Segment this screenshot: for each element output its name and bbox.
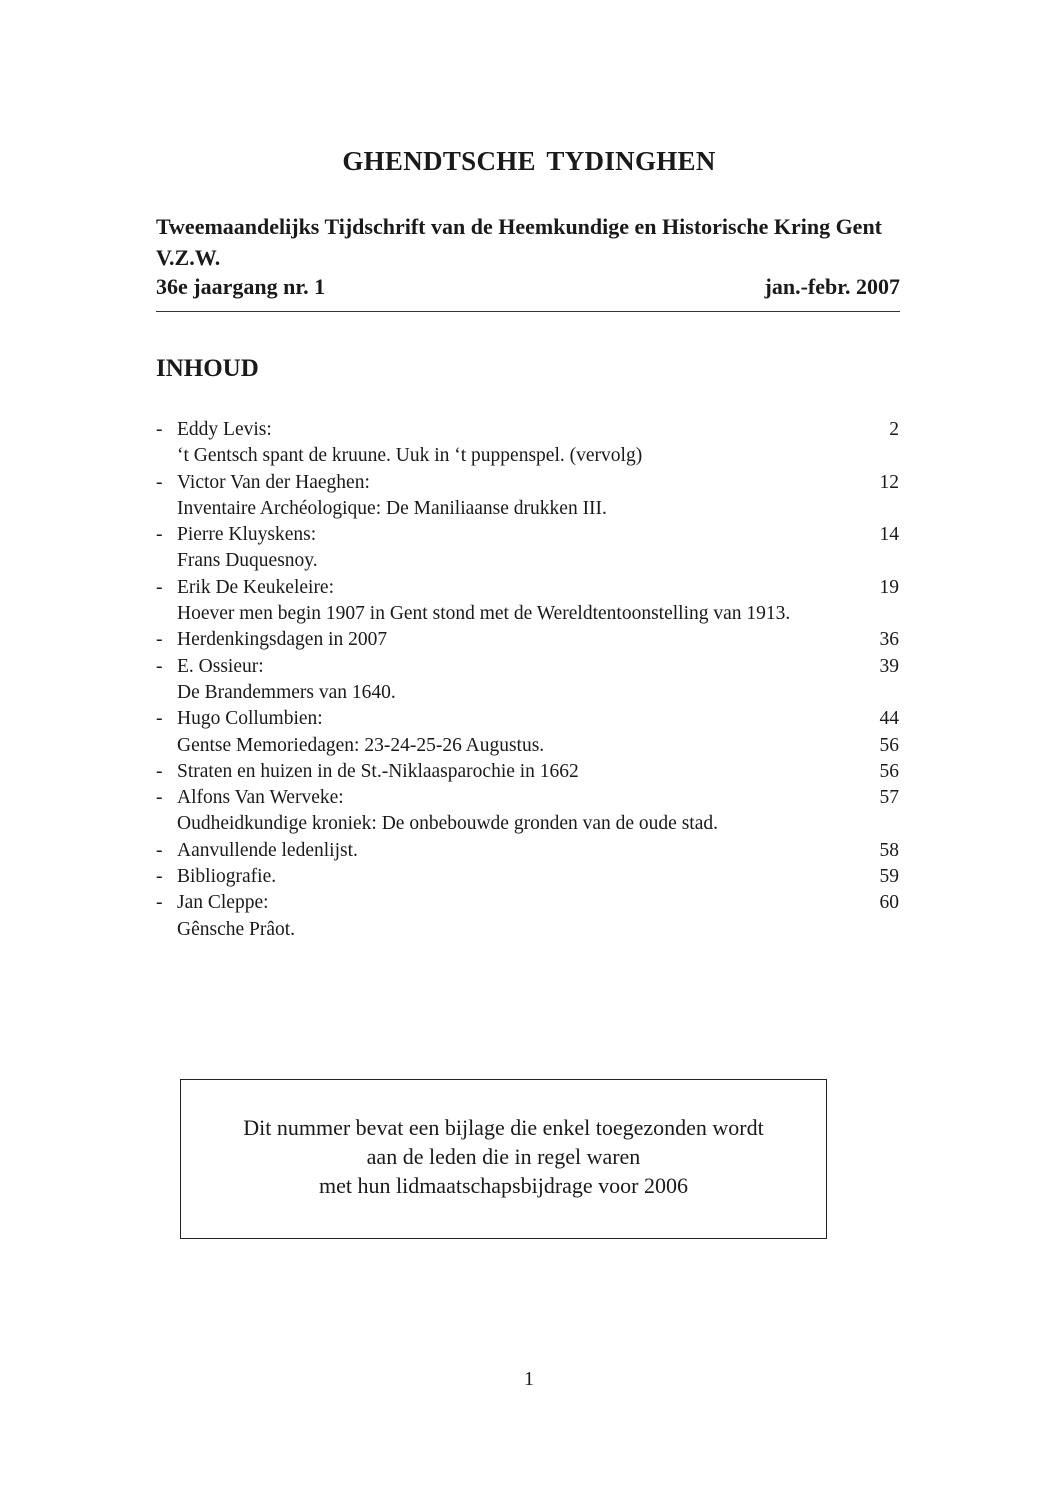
toc-row	[156, 759, 899, 785]
toc-entry: Herdenkingsdagen in 2007	[177, 629, 388, 651]
toc-row	[156, 522, 899, 548]
toc-entry: Inventaire Archéologique: De Maniliaanse drukken III.	[177, 497, 607, 519]
toc-dash: -	[156, 892, 163, 914]
toc-page-number: 58	[879, 839, 899, 861]
supplement-notice-box	[180, 1079, 827, 1239]
toc-row	[156, 838, 899, 864]
toc-page-number: 19	[879, 576, 899, 598]
toc-row	[156, 470, 899, 496]
toc-row	[156, 917, 899, 943]
toc-dash: -	[156, 839, 163, 861]
toc-entry: Gênsche Prâot.	[177, 918, 296, 940]
toc-dash: -	[156, 708, 163, 730]
toc-row	[156, 890, 899, 916]
issue-date: jan.-febr. 2007	[764, 274, 900, 299]
toc-page-number: 57	[879, 787, 899, 809]
toc-dash: -	[156, 866, 163, 888]
header-divider	[156, 311, 900, 312]
toc-row	[156, 680, 899, 706]
toc-dash: -	[156, 419, 163, 440]
toc-row	[156, 575, 899, 601]
toc-row	[156, 706, 899, 732]
toc-page-number: 2	[889, 419, 899, 440]
toc-page-number: 56	[879, 734, 899, 756]
toc-row	[156, 785, 899, 811]
page-number: 1	[524, 1368, 534, 1390]
toc-row	[156, 811, 899, 837]
volume-number: 36e jaargang nr. 1	[156, 274, 326, 299]
toc-row	[156, 654, 899, 680]
toc-row	[156, 548, 899, 574]
toc-page-number: 60	[879, 892, 899, 914]
toc-row	[156, 601, 899, 627]
toc-entry: Oudheidkundige kroniek: De onbebouwde gronden van de oude stad.	[177, 813, 718, 835]
toc-entry: ‘t Gentsch spant de kruune. Uuk in ‘t puppenspel. (vervolg)	[177, 445, 643, 467]
toc-entry: Hoever men begin 1907 in Gent stond met de Wereldtentoonstelling van 1913.	[177, 603, 791, 625]
toc-entry: Pierre Kluyskens:	[177, 524, 317, 546]
toc-entry: Frans Duquesnoy.	[177, 550, 318, 572]
table-of-contents	[156, 417, 899, 943]
notice-line: Dit nummer bevat een bijlage die enkel toegezonden wordt	[243, 1115, 764, 1140]
notice-line: aan de leden die in regel waren	[366, 1144, 641, 1169]
toc-page-number: 12	[879, 471, 899, 493]
toc-page-number: 44	[879, 708, 899, 730]
toc-page-number: 14	[879, 524, 899, 546]
toc-row	[156, 627, 899, 653]
toc-page-number: 59	[879, 866, 899, 888]
toc-dash: -	[156, 655, 163, 677]
journal-title: GHENDTSCHE TYDINGHEN	[342, 146, 716, 176]
toc-entry: De Brandemmers van 1640.	[177, 681, 396, 703]
toc-entry: Jan Cleppe:	[177, 892, 269, 914]
journal-subtitle: Tweemaandelijks Tijdschrift van de Heemkundige en Historische Kring Gent V.Z.W.	[156, 214, 883, 270]
toc-entry: Erik De Keukeleire:	[177, 576, 335, 598]
notice-line: met hun lidmaatschapsbijdrage voor 2006	[318, 1173, 689, 1198]
toc-dash: -	[156, 524, 163, 546]
toc-entry: Hugo Collumbien:	[177, 708, 323, 730]
contents-heading: INHOUD	[156, 355, 259, 382]
toc-entry: Alfons Van Werveke:	[177, 787, 344, 809]
toc-row	[156, 443, 899, 469]
supplement-notice	[181, 1113, 826, 1200]
toc-row	[156, 733, 899, 759]
toc-entry: Aanvullende ledenlijst.	[177, 839, 358, 861]
toc-row	[156, 864, 899, 890]
toc-dash: -	[156, 787, 163, 809]
toc-page-number: 36	[879, 629, 899, 651]
toc-entry: Victor Van der Haeghen:	[177, 471, 370, 493]
toc-entry: Eddy Levis:	[177, 419, 272, 440]
toc-entry: Straten en huizen in de St.-Niklaasparochie in 1662	[177, 760, 579, 782]
toc-entry: Gentse Memoriedagen: 23-24-25-26 Augustus.	[177, 734, 545, 756]
toc-entry: Bibliografie.	[177, 866, 277, 888]
toc-row	[156, 417, 899, 443]
toc-page-number: 39	[879, 655, 899, 677]
toc-dash: -	[156, 629, 163, 651]
toc-dash: -	[156, 576, 163, 598]
toc-dash: -	[156, 471, 163, 493]
toc-dash: -	[156, 760, 163, 782]
toc-page-number: 56	[879, 760, 899, 782]
toc-row	[156, 496, 899, 522]
issue-line	[156, 274, 900, 300]
toc-entry: E. Ossieur:	[177, 655, 264, 677]
